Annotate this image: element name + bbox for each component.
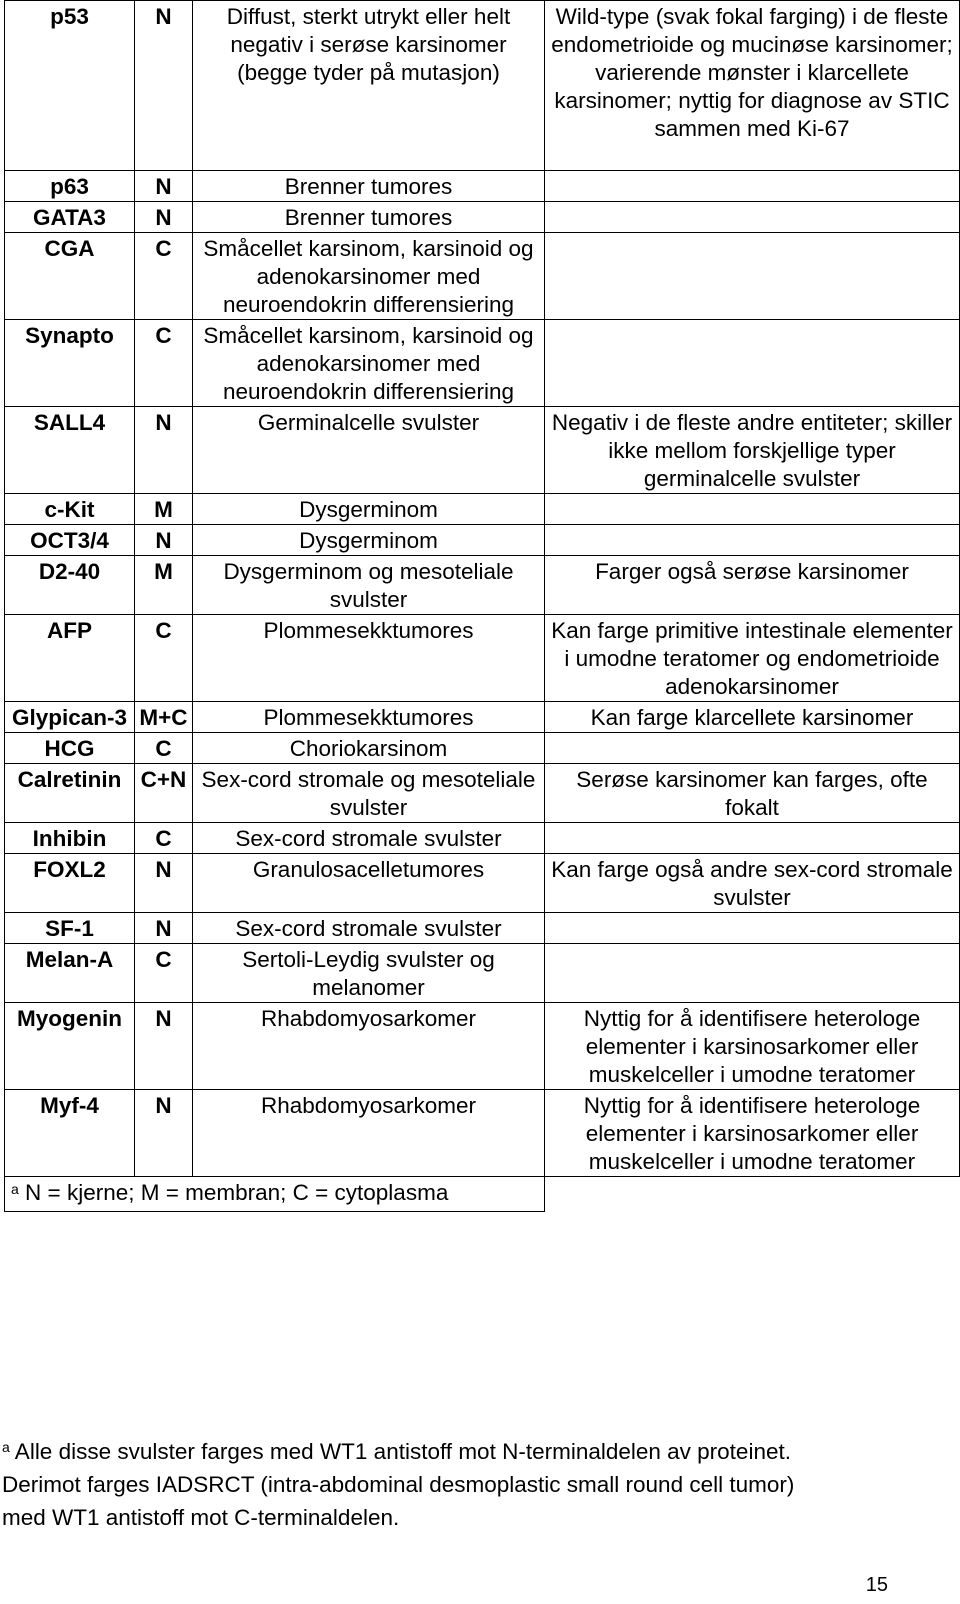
table-row — [5, 913, 960, 944]
legend-blank-cell — [545, 1177, 960, 1212]
comment-cell: Kan farge primitive intestinale elementer i umodne teratomer og endometrioide adenokarsinomer — [545, 615, 960, 702]
table-row — [5, 1003, 960, 1090]
tumor-cell: Choriokarsinom — [193, 733, 545, 764]
footnote-line-3: med WT1 antistoff mot C-terminaldelen. — [2, 1505, 400, 1530]
marker-cell: D2-40 — [5, 556, 135, 615]
localization-cell: N — [135, 913, 193, 944]
localization-cell: N — [135, 1003, 193, 1090]
tumor-cell: Granulosacelletumores — [193, 854, 545, 913]
marker-cell: Myogenin — [5, 1003, 135, 1090]
tumor-cell: Rhabdomyosarkomer — [193, 1003, 545, 1090]
localization-cell: N — [135, 202, 193, 233]
comment-cell — [545, 494, 960, 525]
localization-cell: C — [135, 944, 193, 1003]
localization-cell: N — [135, 407, 193, 494]
table-row — [5, 615, 960, 702]
table-row — [5, 494, 960, 525]
tumor-cell: Germinalcelle svulster — [193, 407, 545, 494]
table-row — [5, 944, 960, 1003]
marker-cell: c-Kit — [5, 494, 135, 525]
table-row — [5, 525, 960, 556]
localization-cell: N — [135, 1, 193, 171]
tumor-cell: Småcellet karsinom, karsinoid og adenokarsinomer med neuroendokrin differensiering — [193, 320, 545, 407]
comment-cell — [545, 944, 960, 1003]
localization-cell: N — [135, 854, 193, 913]
comment-cell: Farger også serøse karsinomer — [545, 556, 960, 615]
localization-cell: C — [135, 823, 193, 854]
marker-cell: Synapto — [5, 320, 135, 407]
page-number: 15 — [865, 1574, 888, 1596]
marker-cell: GATA3 — [5, 202, 135, 233]
comment-cell — [545, 233, 960, 320]
localization-cell: C+N — [135, 764, 193, 823]
table-row — [5, 202, 960, 233]
comment-cell — [545, 320, 960, 407]
localization-cell: C — [135, 615, 193, 702]
table-row — [5, 702, 960, 733]
marker-cell: Melan-A — [5, 944, 135, 1003]
marker-cell: p63 — [5, 171, 135, 202]
localization-cell: C — [135, 233, 193, 320]
marker-cell: CGA — [5, 233, 135, 320]
table-row — [5, 823, 960, 854]
tumor-cell: Sex-cord stromale svulster — [193, 913, 545, 944]
marker-cell: SALL4 — [5, 407, 135, 494]
comment-cell — [545, 171, 960, 202]
tumor-cell: Sex-cord stromale svulster — [193, 823, 545, 854]
tumor-cell: Småcellet karsinom, karsinoid og adenokarsinomer med neuroendokrin differensiering — [193, 233, 545, 320]
comment-cell: Kan farge klarcellete karsinomer — [545, 702, 960, 733]
table-row — [5, 407, 960, 494]
comment-cell: Negativ i de fleste andre entiteter; skiller ikke mellom forskjellige typer germinalcelle svulster — [545, 407, 960, 494]
table-row — [5, 764, 960, 823]
tumor-cell: Sex-cord stromale og mesoteliale svulster — [193, 764, 545, 823]
footnote-text-1: Alle disse svulster farges med WT1 antistoff mot N-terminaldelen av proteinet. — [9, 1439, 791, 1464]
tumor-cell: Sertoli-Leydig svulster og melanomer — [193, 944, 545, 1003]
localization-cell: M — [135, 494, 193, 525]
localization-cell: M — [135, 556, 193, 615]
legend-text: N = kjerne; M = membran; C = cytoplasma — [18, 1180, 449, 1205]
marker-cell: OCT3/4 — [5, 525, 135, 556]
marker-cell: SF-1 — [5, 913, 135, 944]
tumor-cell: Plommesekktumores — [193, 702, 545, 733]
tumor-cell: Plommesekktumores — [193, 615, 545, 702]
table-legend — [5, 1177, 545, 1212]
marker-cell: FOXL2 — [5, 854, 135, 913]
marker-cell: Calretinin — [5, 764, 135, 823]
marker-cell: p53 — [5, 1, 135, 171]
table-body — [5, 1, 960, 1212]
localization-cell: C — [135, 320, 193, 407]
comment-cell — [545, 525, 960, 556]
localization-cell: N — [135, 525, 193, 556]
footnote-line-2: Derimot farges IADSRCT (intra-abdominal desmoplastic small round cell tumor) — [2, 1472, 795, 1497]
table-row — [5, 1, 960, 171]
marker-cell: Glypican-3 — [5, 702, 135, 733]
footnote-superscript: a — [2, 1439, 10, 1455]
table-row — [5, 854, 960, 913]
marker-cell: Inhibin — [5, 823, 135, 854]
comment-cell: Serøse karsinomer kan farges, ofte fokalt — [545, 764, 960, 823]
table-row — [5, 556, 960, 615]
comment-cell: Nyttig for å identifisere heterologe elementer i karsinosarkomer eller muskelceller i umodne teratomer — [545, 1003, 960, 1090]
localization-cell: M+C — [135, 702, 193, 733]
comment-cell: Kan farge også andre sex-cord stromale svulster — [545, 854, 960, 913]
tumor-cell: Dysgerminom — [193, 494, 545, 525]
comment-cell: Nyttig for å identifisere heterologe elementer i karsinosarkomer eller muskelceller i umodne teratomer — [545, 1090, 960, 1177]
tumor-cell: Rhabdomyosarkomer — [193, 1090, 545, 1177]
table-row — [5, 233, 960, 320]
table-row — [5, 320, 960, 407]
localization-cell: N — [135, 171, 193, 202]
marker-cell: HCG — [5, 733, 135, 764]
localization-cell: N — [135, 1090, 193, 1177]
table-row — [5, 1090, 960, 1177]
footnote-line-1 — [2, 1435, 902, 1468]
legend-row — [5, 1177, 960, 1212]
tumor-cell: Brenner tumores — [193, 171, 545, 202]
table-row — [5, 171, 960, 202]
footnote — [2, 1435, 902, 1534]
localization-cell: C — [135, 733, 193, 764]
comment-cell — [545, 733, 960, 764]
marker-table — [4, 0, 960, 1212]
tumor-cell: Dysgerminom — [193, 525, 545, 556]
marker-cell: Myf-4 — [5, 1090, 135, 1177]
tumor-cell: Brenner tumores — [193, 202, 545, 233]
comment-cell — [545, 913, 960, 944]
comment-cell — [545, 202, 960, 233]
tumor-cell: Diffust, sterkt utrykt eller helt negativ i serøse karsinomer (begge tyder på mutasjon) — [193, 1, 545, 171]
tumor-cell: Dysgerminom og mesoteliale svulster — [193, 556, 545, 615]
comment-cell: Wild-type (svak fokal farging) i de fleste endometrioide og mucinøse karsinomer; varierende mønster i klarcellete karsinomer; nyttig for diagnose av STIC sammen med Ki-67 — [545, 1, 960, 171]
legend-superscript: a — [11, 1181, 19, 1197]
marker-cell: AFP — [5, 615, 135, 702]
comment-cell — [545, 823, 960, 854]
table-row — [5, 733, 960, 764]
